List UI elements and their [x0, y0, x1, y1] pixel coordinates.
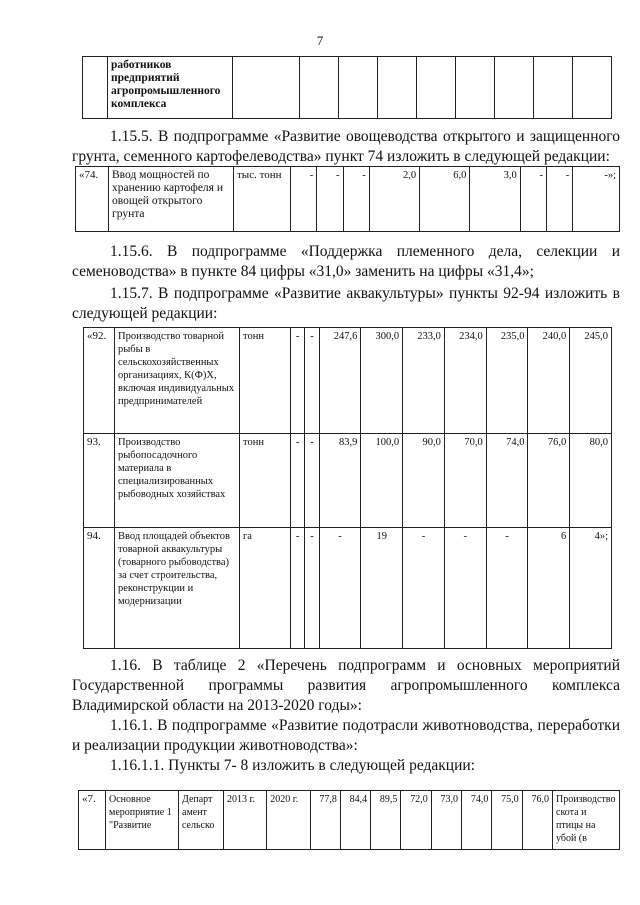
- item-number: 93.: [84, 434, 115, 528]
- value-cell: 233,0: [403, 328, 445, 434]
- value-cell: 84,4: [340, 791, 370, 850]
- item-end-year: 2020 г.: [267, 791, 310, 850]
- value-cell: -: [305, 528, 319, 649]
- value-cell: 76,0: [522, 791, 552, 850]
- item-number: «92.: [84, 328, 115, 434]
- value-cell: 77,8: [310, 791, 340, 850]
- value-cell: -: [291, 434, 305, 528]
- item-result: Производство скота и птицы на убой (в: [553, 791, 620, 850]
- page-number: 7: [316, 33, 324, 48]
- item-name: Производство рыбопосадочного материала в специализированных рыбоводных хозяйствах: [115, 434, 240, 528]
- paragraph-1-15-5: 1.15.5. В подпрограмме «Развитие овощеводства открытого и защищенного грунта, семенного картофелеводства» пункт 74 изложить в следующей редакции:: [72, 128, 620, 165]
- value-cell: 4»;: [570, 528, 612, 649]
- value-cell: -: [305, 328, 319, 434]
- item-number: 94.: [84, 528, 115, 649]
- table-item-74: [75, 166, 620, 232]
- table-continued: [82, 56, 612, 119]
- value-cell: 6: [528, 528, 570, 649]
- item-unit: га: [240, 528, 291, 649]
- value-cell: -: [403, 528, 445, 649]
- value-cell: -: [343, 167, 369, 232]
- value-cell: -: [317, 167, 343, 232]
- value-cell: 235,0: [486, 328, 528, 434]
- item-name: Производство товарной рыбы в сельскохозяйственных организациях, К(Ф)Х, включая индивидуальных предпринимателей: [115, 328, 240, 434]
- value-cell: 240,0: [528, 328, 570, 434]
- table-cell-name: работников предприятий агропромышленного комплекса: [108, 57, 233, 119]
- paragraph-1-15-6: 1.15.6. В подпрограмме «Поддержка племенного дела, селекции и семеноводства» в пункте 84 цифры «31,0» заменить на цифры «31,4»;: [72, 243, 620, 280]
- value-cell: 100,0: [361, 434, 403, 528]
- value-cell: 300,0: [361, 328, 403, 434]
- value-cell: -: [444, 528, 486, 649]
- value-cell: 6,0: [420, 167, 470, 232]
- table-item-7: [78, 790, 620, 850]
- item-dept: Департ амент сельско: [179, 791, 224, 850]
- value-cell: 3,0: [470, 167, 520, 232]
- value-cell: 74,0: [486, 434, 528, 528]
- value-cell: 70,0: [444, 434, 486, 528]
- item-name: Ввод мощностей по хранению картофеля и овощей открытого грунта: [109, 167, 234, 232]
- value-cell: -: [520, 167, 546, 232]
- value-cell: -: [291, 328, 305, 434]
- paragraph-1-16-1: 1.16.1. В подпрограмме «Развитие подотрасли животноводства, переработки и реализации продукции животноводства»:: [72, 717, 620, 754]
- table-items-92-94: [83, 327, 612, 649]
- item-start-year: 2013 г.: [224, 791, 267, 850]
- item-number: «74.: [76, 167, 109, 232]
- value-cell: 73,0: [431, 791, 461, 850]
- item-unit: тонн: [240, 434, 291, 528]
- value-cell: -: [486, 528, 528, 649]
- value-cell: 75,0: [492, 791, 522, 850]
- value-cell: -: [319, 528, 361, 649]
- paragraph-1-16-1-1: 1.16.1.1. Пункты 7- 8 изложить в следующей редакции:: [110, 757, 475, 774]
- value-cell: -: [291, 167, 317, 232]
- value-cell: 89,5: [371, 791, 401, 850]
- item-name: Ввод площадей объектов товарной аквакультуры (товарного рыбоводства) за счет строительства, реконструкции и модернизации: [115, 528, 240, 649]
- item-unit: тыс. тонн: [234, 167, 291, 232]
- value-cell: -: [291, 528, 305, 649]
- value-cell: 74,0: [462, 791, 492, 850]
- value-cell: 245,0: [570, 328, 612, 434]
- value-cell: 80,0: [570, 434, 612, 528]
- value-cell: 76,0: [528, 434, 570, 528]
- paragraph-1-15-7: 1.15.7. В подпрограмме «Развитие аквакультуры» пункты 92-94 изложить в следующей редакции:: [72, 285, 620, 322]
- value-cell: -: [305, 434, 319, 528]
- value-cell: -»;: [573, 167, 620, 232]
- paragraph-1-16: 1.16. В таблице 2 «Перечень подпрограмм и основных мероприятий Государственной программы развития агропромышленного комплекса Владимирской области на 2013-2020 годы»:: [72, 657, 620, 714]
- value-cell: 72,0: [401, 791, 431, 850]
- item-name: Основное мероприятие 1 "Развитие: [106, 791, 179, 850]
- value-cell: 234,0: [444, 328, 486, 434]
- value-cell: 2,0: [369, 167, 419, 232]
- value-cell: 83,9: [319, 434, 361, 528]
- item-number: «7.: [79, 791, 106, 850]
- value-cell: -: [546, 167, 572, 232]
- value-cell: 90,0: [403, 434, 445, 528]
- item-unit: тонн: [240, 328, 291, 434]
- value-cell: 247,6: [319, 328, 361, 434]
- value-cell: 19: [361, 528, 403, 649]
